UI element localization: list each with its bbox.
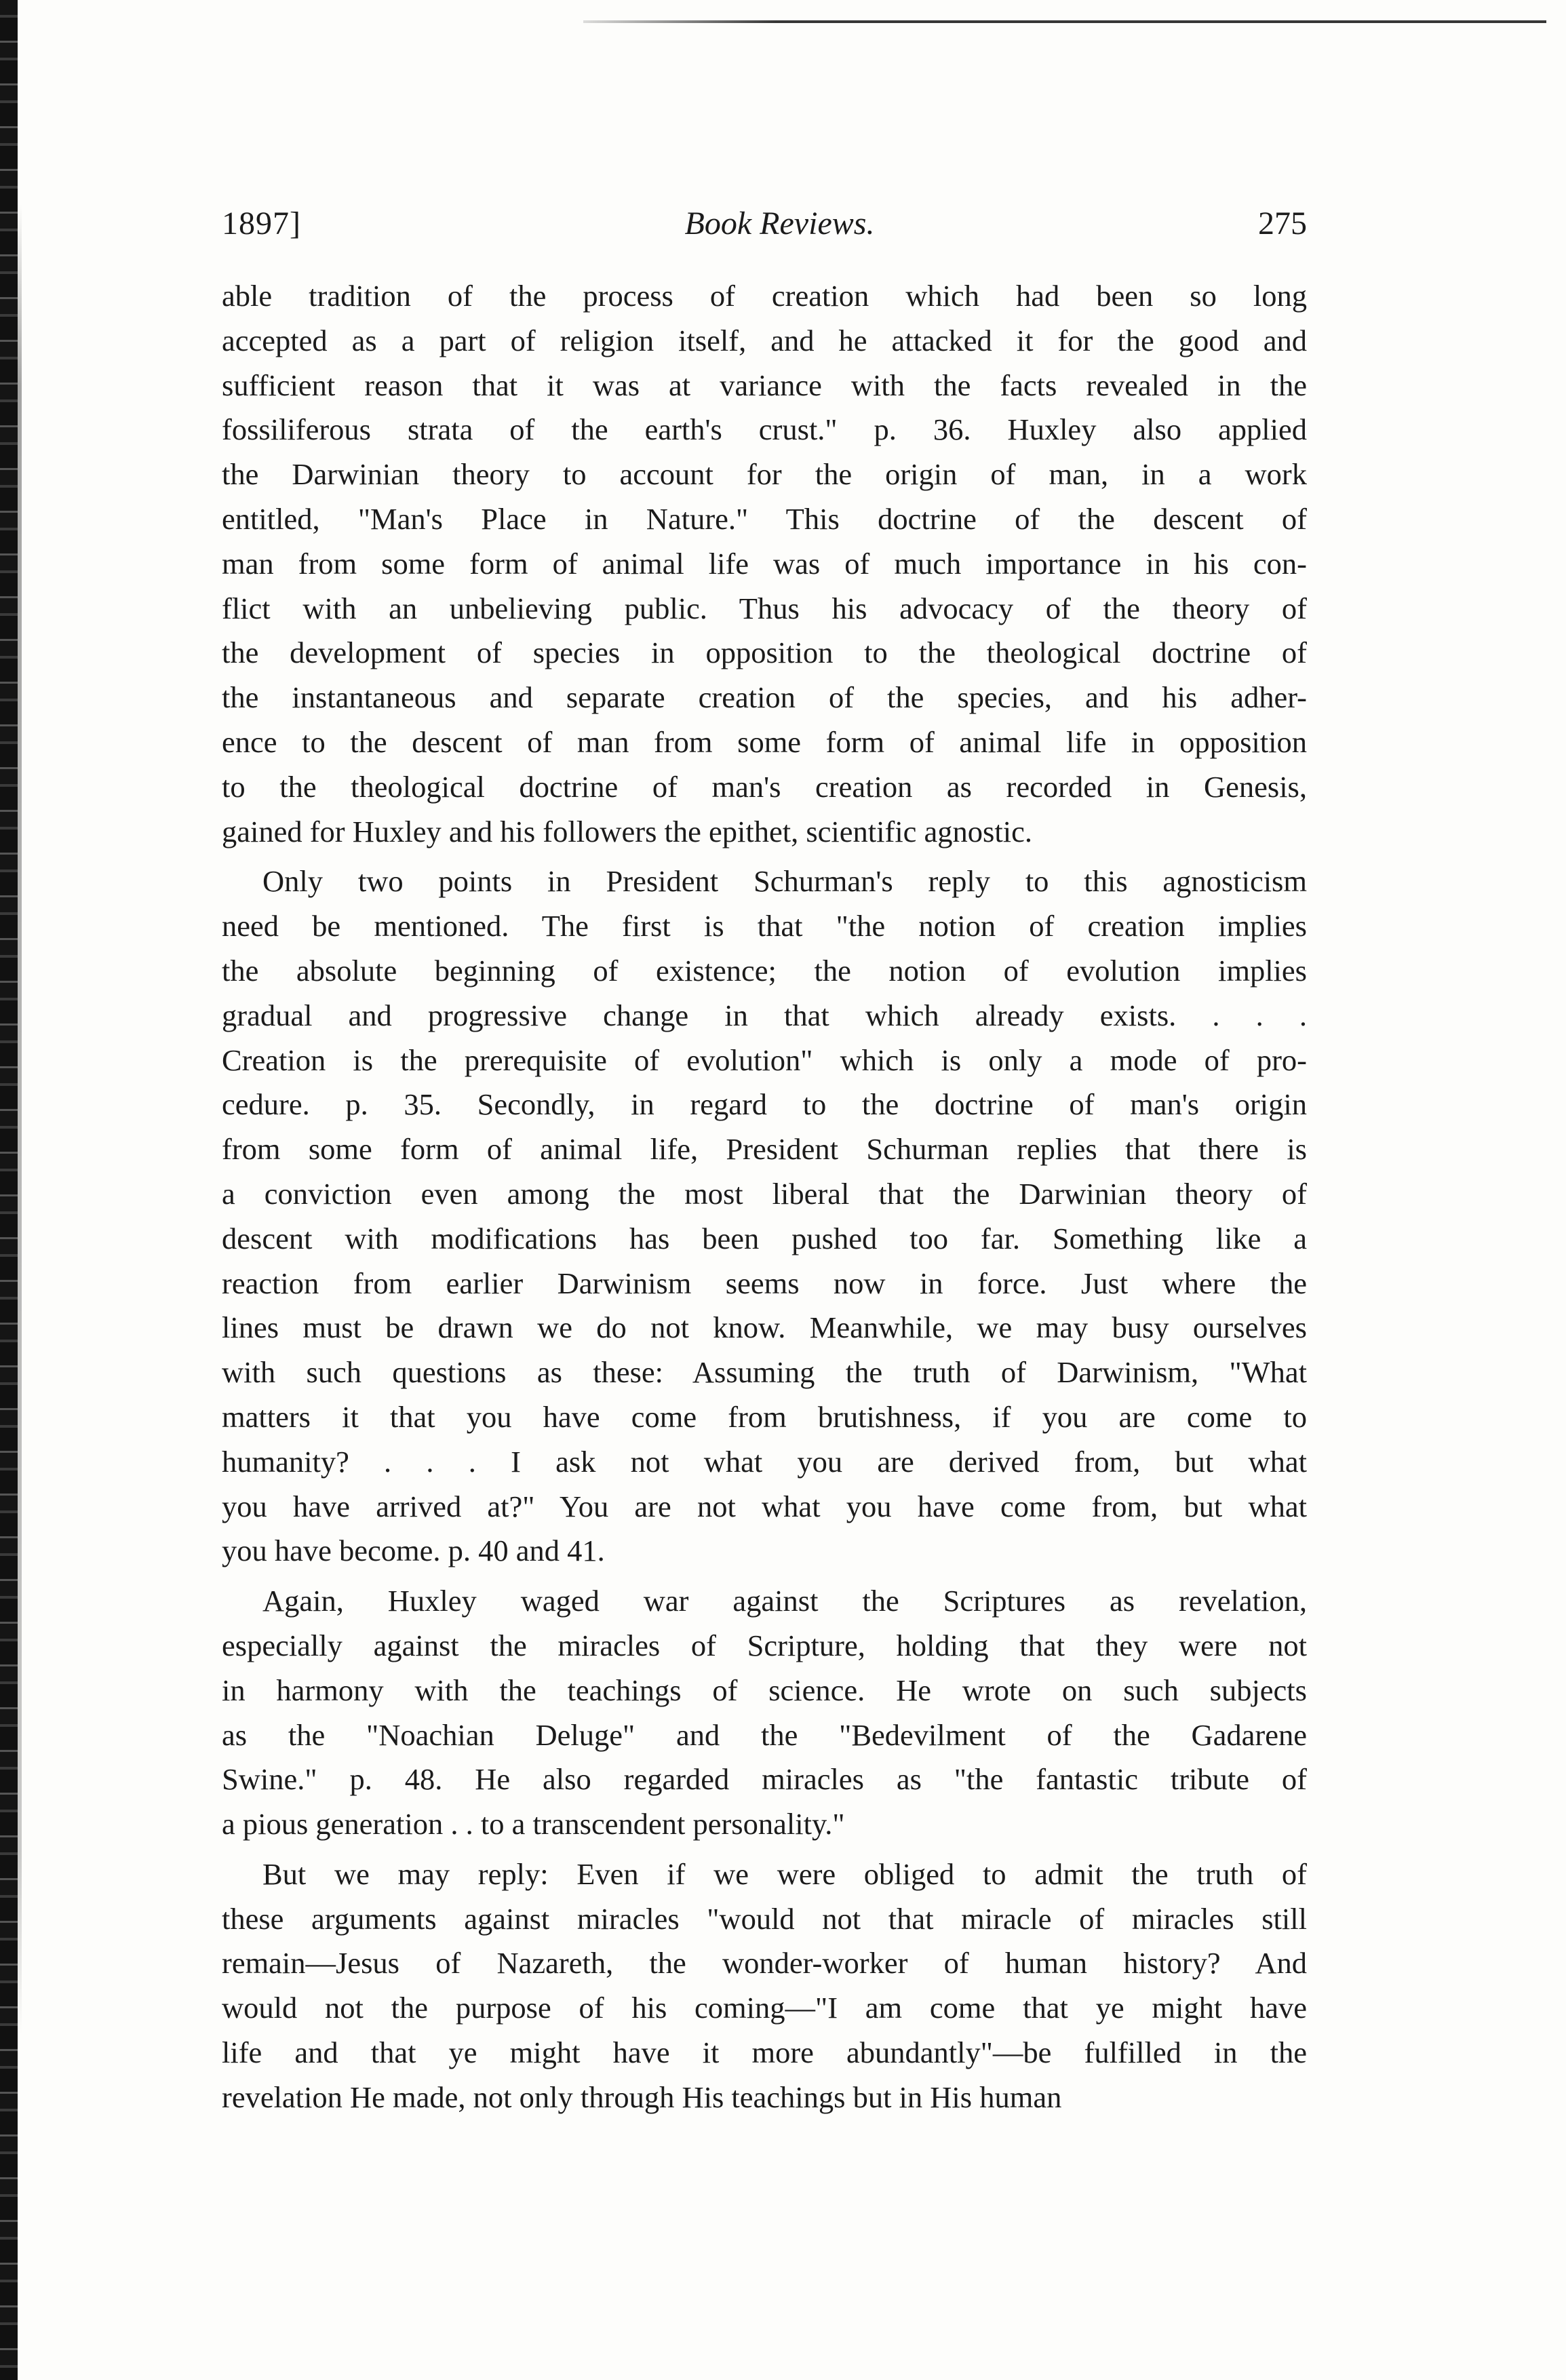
text-line: as the "Noachian Deluge" and the "Bedevilment of the Gadarene bbox=[222, 1717, 1307, 1752]
text-line: accepted as a part of religion itself, and he attacked it for the good and bbox=[222, 323, 1307, 357]
running-head-year: 1897] bbox=[222, 206, 301, 241]
text-line: Again, Huxley waged war against the Scriptures as revelation, bbox=[262, 1584, 1307, 1618]
text-line: ence to the descent of man from some form of animal life in opposition bbox=[222, 724, 1307, 759]
text-line: a pious generation . . to a transcendent personality." bbox=[222, 1807, 845, 1841]
text-line: Swine." p. 48. He also regarded miracles as "the fantastic tribute of bbox=[222, 1762, 1307, 1797]
page-number: 275 bbox=[1258, 206, 1307, 241]
text-line: life and that ye might have it more abundantly"—be fulfilled in the bbox=[222, 2035, 1307, 2070]
paragraph bbox=[222, 1579, 1307, 1847]
text-line: matters it that you have come from brutishness, if you are come to bbox=[222, 1399, 1307, 1434]
text-line: gradual and progressive change in that which already exists. . . . bbox=[222, 998, 1307, 1032]
text-line: lines must be drawn we do not know. Meanwhile, we may busy ourselves bbox=[222, 1310, 1307, 1345]
text-line: you have arrived at?" You are not what you have come from, but what bbox=[222, 1489, 1307, 1523]
text-line: man from some form of animal life was of much importance in his con- bbox=[222, 546, 1307, 581]
running-head-title: Book Reviews. bbox=[684, 206, 875, 241]
text-line: humanity? . . . I ask not what you are derived from, but what bbox=[222, 1444, 1307, 1479]
text-line: a conviction even among the most liberal that the Darwinian theory of bbox=[222, 1176, 1307, 1211]
text-line: sufficient reason that it was at variance with the facts revealed in the bbox=[222, 368, 1307, 402]
text-line: fossiliferous strata of the earth's crust." p. 36. Huxley also applied bbox=[222, 412, 1307, 447]
text-line: gained for Huxley and his followers the epithet, scientific agnostic. bbox=[222, 814, 1032, 848]
text-line: the absolute beginning of existence; the notion of evolution implies bbox=[222, 953, 1307, 988]
text-line: need be mentioned. The first is that "the notion of creation implies bbox=[222, 909, 1307, 943]
text-line: from some form of animal life, President Schurman replies that there is bbox=[222, 1132, 1307, 1167]
text-line: would not the purpose of his coming—"I am come that ye might have bbox=[222, 1991, 1307, 2025]
book-page bbox=[222, 203, 1307, 2120]
text-line: revelation He made, not only through His teachings but in His human bbox=[222, 2080, 1062, 2114]
scan-binding-edge bbox=[0, 0, 18, 2380]
text-line: the instantaneous and separate creation of the species, and his adher- bbox=[222, 680, 1307, 715]
text-line: flict with an unbelieving public. Thus his advocacy of the theory of bbox=[222, 591, 1307, 625]
scan-top-rule bbox=[583, 20, 1546, 23]
body-text bbox=[222, 274, 1307, 2120]
text-line: Only two points in President Schurman's reply to this agnosticism bbox=[262, 864, 1307, 899]
text-line: the development of species in opposition to the theological doctrine of bbox=[222, 636, 1307, 670]
text-line: reaction from earlier Darwinism seems now in force. Just where the bbox=[222, 1266, 1307, 1300]
scan-shadow bbox=[18, 203, 22, 2035]
text-line: descent with modifications has been pushed too far. Something like a bbox=[222, 1221, 1307, 1255]
paragraph bbox=[222, 274, 1307, 854]
text-line: with such questions as these: Assuming the truth of Darwinism, "What bbox=[222, 1355, 1307, 1390]
paragraph bbox=[222, 859, 1307, 1574]
text-line: especially against the miracles of Scripture, holding that they were not bbox=[222, 1628, 1307, 1662]
text-line: But we may reply: Even if we were obliged to admit the truth of bbox=[262, 1856, 1307, 1891]
text-line: you have become. p. 40 and 41. bbox=[222, 1534, 605, 1568]
text-line: able tradition of the process of creation which had been so long bbox=[222, 279, 1307, 313]
text-line: Creation is the prerequisite of evolution" which is only a mode of pro- bbox=[222, 1042, 1307, 1077]
text-line: cedure. p. 35. Secondly, in regard to the doctrine of man's origin bbox=[222, 1087, 1307, 1122]
running-head bbox=[222, 203, 1307, 244]
text-line: the Darwinian theory to account for the origin of man, in a work bbox=[222, 457, 1307, 492]
text-line: these arguments against miracles "would not that miracle of miracles still bbox=[222, 1901, 1307, 1936]
text-line: entitled, "Man's Place in Nature." This doctrine of the descent of bbox=[222, 501, 1307, 536]
text-line: to the theological doctrine of man's creation as recorded in Genesis, bbox=[222, 769, 1307, 804]
text-line: in harmony with the teachings of science. He wrote on such subjects bbox=[222, 1673, 1307, 1707]
text-line: remain—Jesus of Nazareth, the wonder-worker of human history? And bbox=[222, 1946, 1307, 1981]
paragraph bbox=[222, 1852, 1307, 2120]
